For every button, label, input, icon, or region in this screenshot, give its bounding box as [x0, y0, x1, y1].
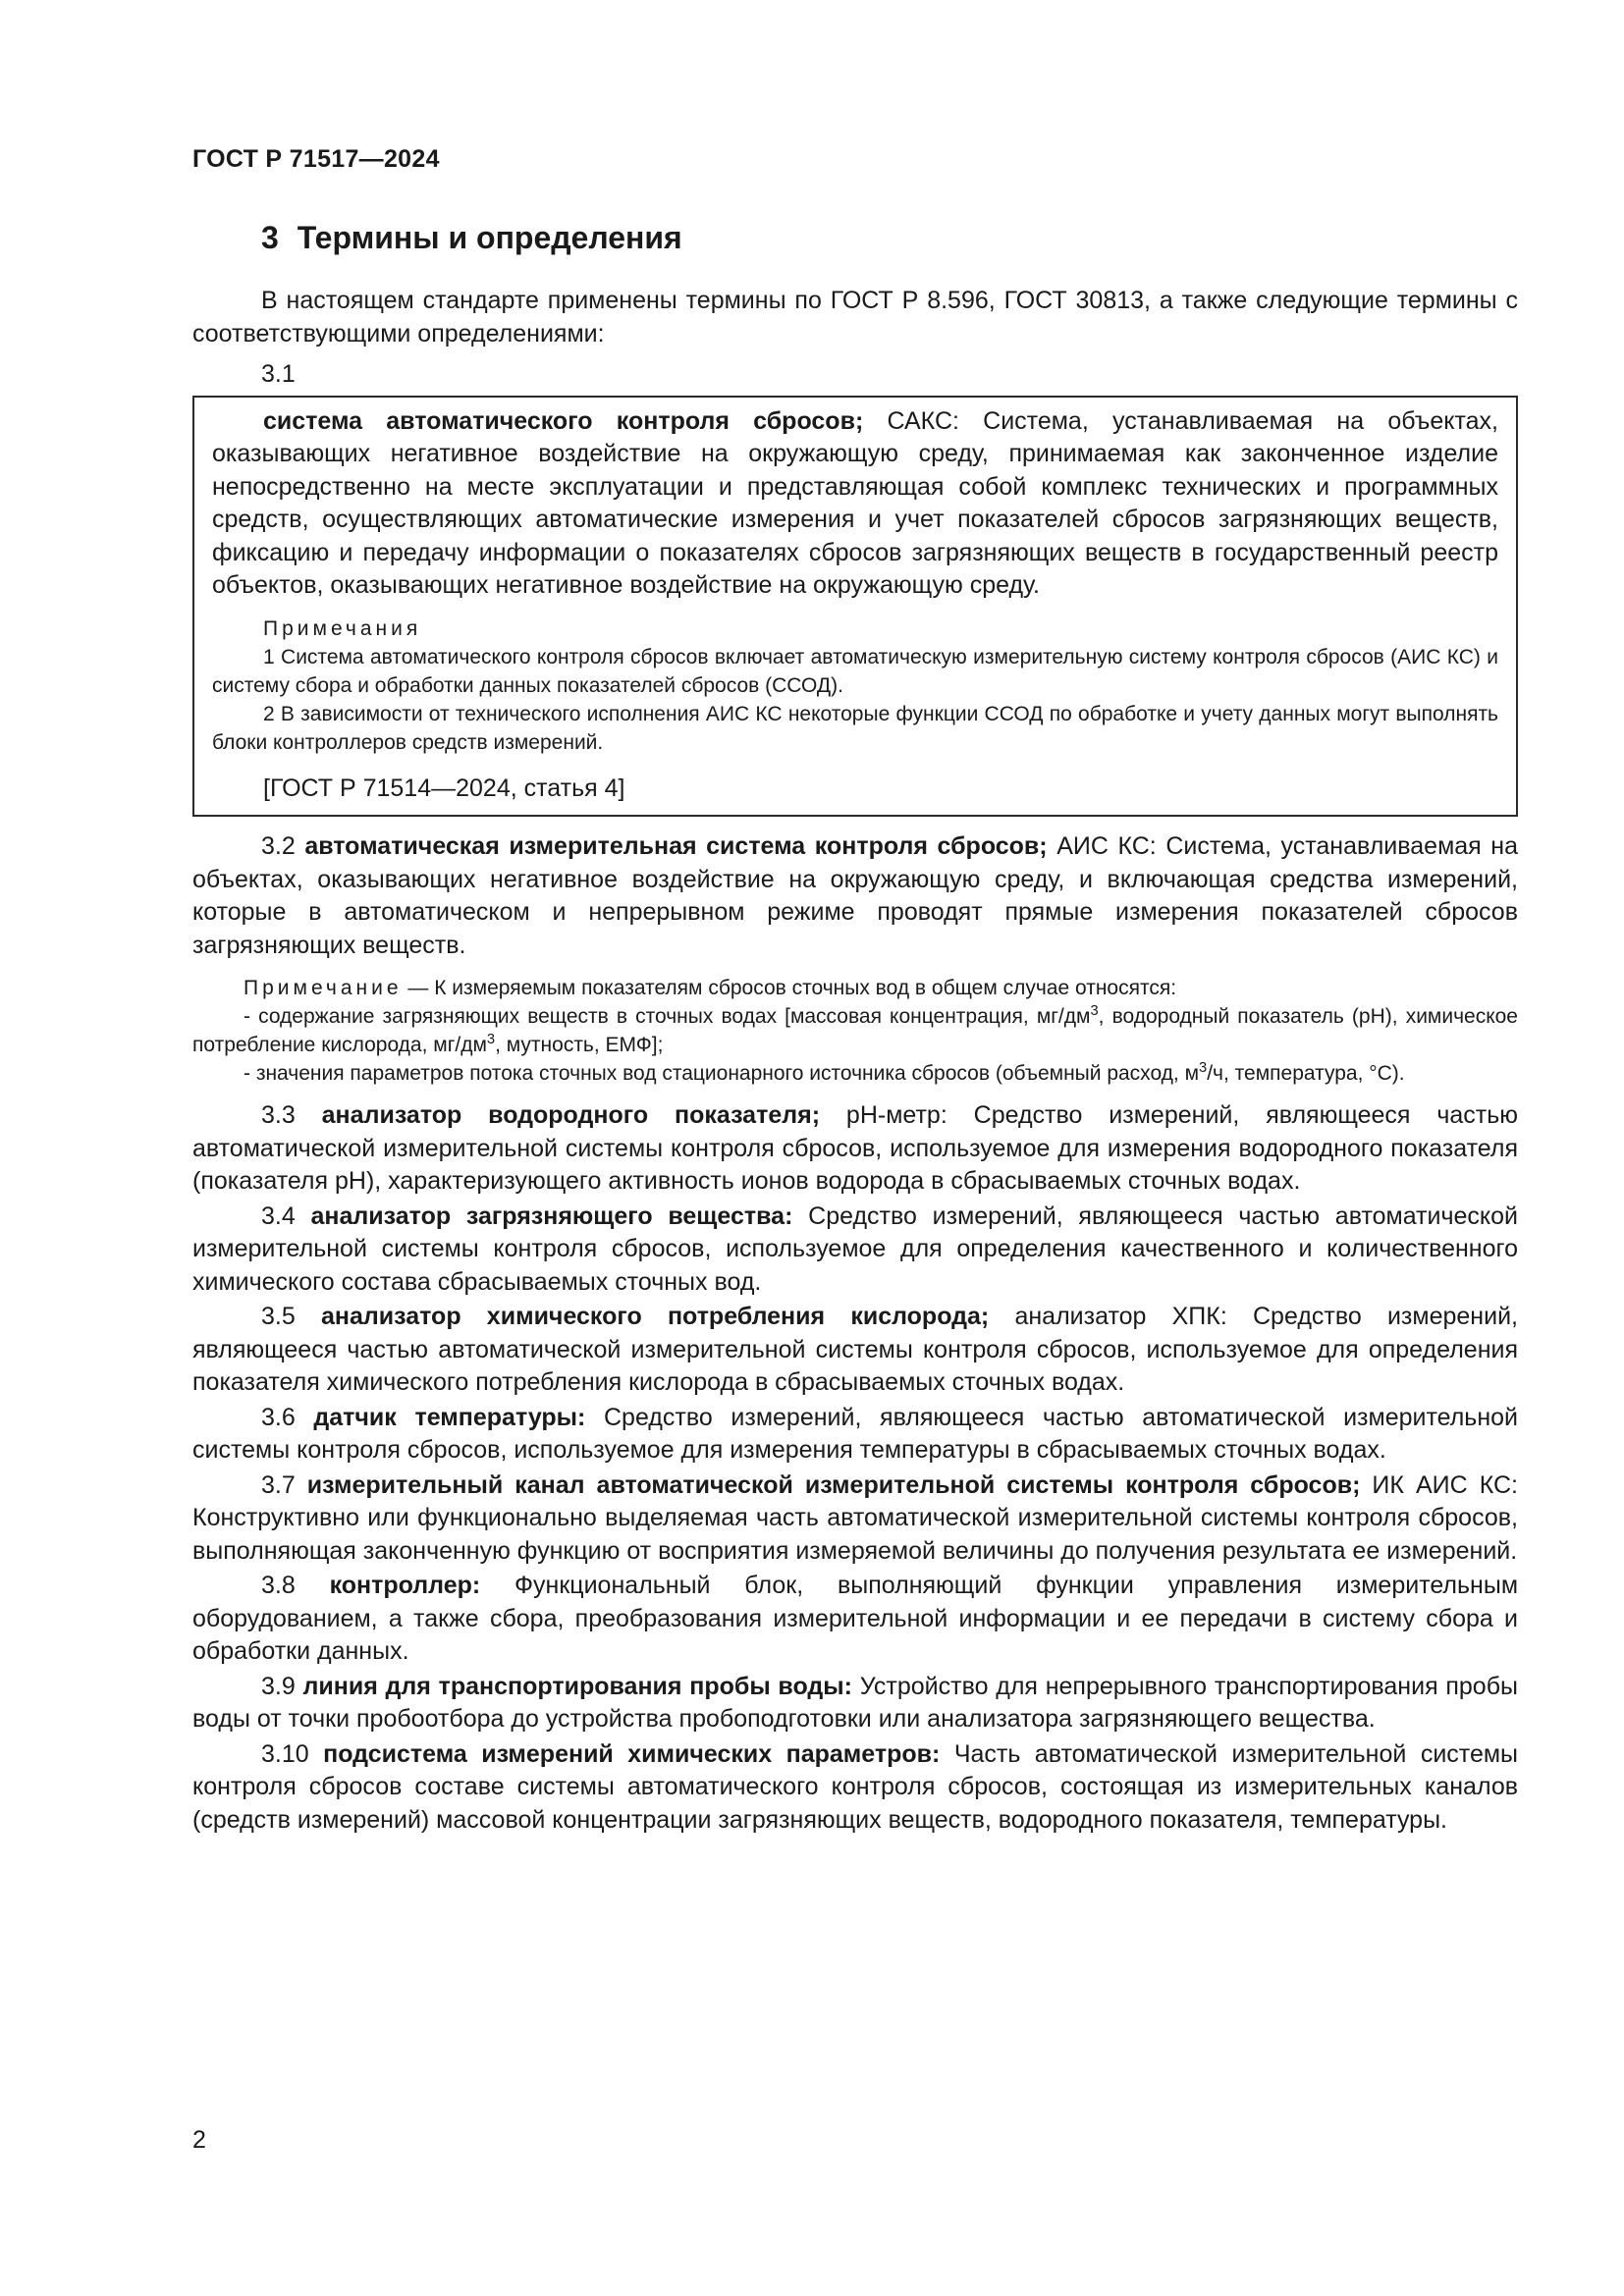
note-item-text: , водородный показатель (pH), химическое потребление кислорода, мг/дм	[192, 1005, 1518, 1056]
term-entry	[192, 1301, 1518, 1400]
note-label: Примечание	[244, 977, 403, 999]
term-name: система автоматического контроля сбросов;	[263, 406, 864, 435]
superscript: 3	[1199, 1060, 1208, 1076]
note-item-2	[192, 1059, 1518, 1088]
term-number: 3.2	[261, 832, 305, 860]
term-entry-3-2	[192, 830, 1518, 962]
term-definition-3-1	[212, 405, 1498, 603]
term-entry	[192, 1738, 1518, 1838]
term-text: Средство измерений, являющееся частью автоматической измерительной системы контроля сбросов, используемое для измерения температуры в сбрасываемых сточных водах.	[192, 1403, 1518, 1464]
term-text: Устройство для непрерывного транспортирования пробы воды от точки пробоотбора до устройства пробоподготовки или анализатора загрязняющего вещества.	[192, 1672, 1518, 1733]
section-title: Термины и определения	[297, 220, 682, 255]
term-entry	[192, 1570, 1518, 1669]
term-entry	[192, 1671, 1518, 1736]
note-item-text: , мутность, ЕМФ];	[495, 1034, 664, 1056]
page-number: 2	[192, 2126, 206, 2154]
note-intro-text: — К измеряемым показателям сбросов сточных вод в общем случае относятся:	[402, 977, 1177, 999]
term-name: автоматическая измерительная система контроля сбросов;	[304, 832, 1048, 860]
term-text: анализатор ХПК: Средство измерений, являющееся частью автоматической измерительной системы контроля сбросов, используемое для определения показателя химического потребления кислорода в сбрасываемых сточных водах.	[192, 1303, 1518, 1396]
section-number: 3	[261, 220, 279, 255]
term-number: 3.10	[261, 1739, 324, 1768]
source-reference: [ГОСТ Р 71514—2024, статья 4]	[263, 774, 625, 802]
term-box-3-1	[192, 396, 1518, 818]
term-text: Часть автоматической измерительной системы контроля сбросов составе системы автоматического контроля сбросов, состоящая из измерительных каналов (средств измерений) массовой концентрации загрязняющих веществ, водородного показателя, температуры.	[192, 1739, 1519, 1834]
term-entry	[192, 1099, 1518, 1199]
term-number: 3.9	[261, 1672, 303, 1700]
notes-heading: Примечания	[263, 616, 422, 640]
term-entry	[192, 1402, 1518, 1468]
term-entry	[192, 1469, 1518, 1569]
term-number: 3.6	[261, 1403, 314, 1431]
term-name: измерительный канал автоматической измерительной системы контроля сбросов;	[306, 1470, 1361, 1499]
term-number: 3.3	[261, 1101, 322, 1129]
note-1: 1 Система автоматического контроля сбросов включает автоматическую измерительную систему контроля сбросов (АИС КС) и систему сбора и обработки данных показателей сбросов (ССОД).	[212, 645, 1498, 697]
term-name: подсистема измерений химических параметров:	[323, 1739, 941, 1768]
note-item-text: - содержание загрязняющих веществ в сточных водах [массовая концентрация, мг/дм	[244, 1005, 1091, 1028]
term-number: 3.7	[261, 1470, 307, 1499]
note-intro	[192, 974, 1518, 1002]
term-text: pH-метр: Средство измерений, являющееся частью автоматической измерительной системы контроля сбросов, используемое для измерения водородного показателя (показателя pH), характеризующего активность ионов водорода в сбрасываемых сточных водах.	[192, 1101, 1519, 1195]
note-item-text: /ч, температура, °С).	[1207, 1062, 1405, 1085]
note-2: 2 В зависимости от технического исполнения АИС КС некоторые функции ССОД по обработке и учету данных могут выполнять блоки контроллеров средств измерений.	[212, 702, 1498, 754]
document-body	[192, 218, 1518, 1837]
note-item-text: - значения параметров потока сточных вод стационарного источника сбросов (объемный расход, м	[244, 1062, 1200, 1085]
note-3-2	[192, 974, 1518, 1088]
superscript: 3	[486, 1032, 496, 1047]
term-text: ИК АИС КС: Конструктивно или функционально выделяемая часть автоматической измерительной системы контроля сбросов, выполняющая законченную функцию от восприятия измеряемой величины до получения результата ее измерений.	[192, 1470, 1518, 1565]
term-text: АИС КС: Система, устанавливаемая на объектах, оказывающих негативное воздействие на окружающую среду, и включающая средства измерений, которые в автоматическом и непрерывном режиме проводят прямые измерения показателей сбросов загрязняющих веществ.	[192, 832, 1518, 959]
notes-block	[212, 614, 1498, 757]
term-number: 3.5	[261, 1303, 321, 1330]
term-text: Средство измерений, являющееся частью автоматической измерительной системы контроля сбросов, используемое для определения качественного и количественного химического состава сбрасываемых сточных вод.	[192, 1201, 1518, 1296]
term-text: Функциональный блок, выполняющий функции управления измерительным оборудованием, а также сбора, преобразования измерительной информации и ее передачи в систему сбора и обработки данных.	[192, 1572, 1519, 1665]
term-name: линия для транспортирования пробы воды:	[302, 1672, 852, 1700]
section-heading	[261, 218, 1518, 257]
term-name: контроллер:	[329, 1572, 481, 1599]
term-number: 3.8	[261, 1572, 330, 1599]
term-name: анализатор химического потребления кислорода;	[320, 1303, 990, 1330]
term-number: 3.4	[261, 1201, 311, 1230]
term-number-3-1: 3.1	[261, 360, 296, 388]
document-code: ГОСТ Р 71517—2024	[192, 145, 440, 173]
term-text: САКС: Система, устанавливаемая на объектах, оказывающих негативное воздействие на окружающую среду, принимаемая как законченное изделие непосредственно на месте эксплуатации и представляющая собой комплекс технических и программных средств, осуществляющих автоматические измерения и учет показателей сбросов загрязняющих веществ, фиксацию и передачу информации о показателях сбросов загрязняющих веществ в государственный реестр объектов, оказывающих негативное воздействие на окружающую среду.	[212, 406, 1498, 599]
term-entry	[192, 1201, 1518, 1300]
section-intro: В настоящем стандарте применены термины по ГОСТ Р 8.596, ГОСТ 30813, а также следующие термины с соответствующими определениями:	[192, 287, 1518, 347]
term-name: датчик температуры:	[313, 1403, 586, 1431]
term-name: анализатор загрязняющего вещества:	[310, 1201, 793, 1230]
term-name: анализатор водородного показателя;	[321, 1101, 821, 1129]
superscript: 3	[1090, 1003, 1099, 1019]
note-item-1	[192, 1002, 1518, 1059]
